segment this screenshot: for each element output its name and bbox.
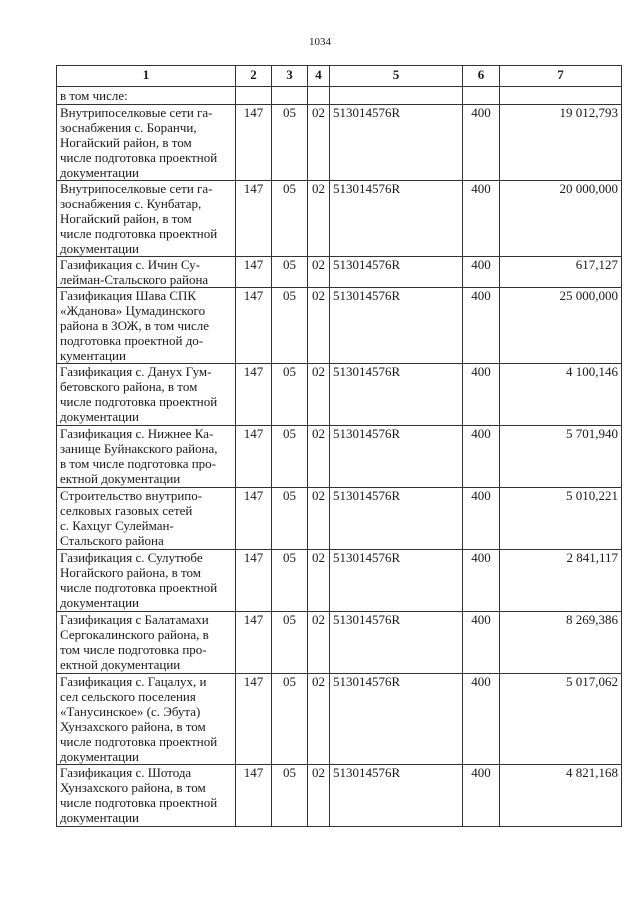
item-name-line: Газификация с. Сулутюбе — [60, 550, 203, 565]
column-header-7: 7 — [500, 66, 622, 87]
subsection-code: 02 — [308, 550, 330, 612]
amount-value: 5 010,221 — [500, 488, 622, 550]
item-name — [57, 674, 236, 765]
item-name-line: зоснабжения с. Боранчи, — [60, 120, 197, 135]
ministry-code: 147 — [236, 550, 272, 612]
item-name-line: зоснабжения с. Кунбатар, — [60, 196, 202, 211]
expense-type-code: 400 — [463, 105, 500, 181]
section-code: 05 — [272, 488, 308, 550]
item-name-line: занище Буйнакского района, — [60, 441, 218, 456]
table-row — [57, 488, 622, 550]
target-article-code: 513014576R — [330, 426, 463, 488]
item-name-line: Газификация с. Данух Гум- — [60, 364, 212, 379]
item-name-line: том числе подготовка про- — [60, 642, 207, 657]
table-header — [57, 66, 622, 87]
column-header-3: 3 — [272, 66, 308, 87]
column-header-1: 1 — [57, 66, 236, 87]
section-code: 05 — [272, 765, 308, 827]
ministry-code: 147 — [236, 612, 272, 674]
ministry-code: 147 — [236, 674, 272, 765]
amount-value: 2 841,117 — [500, 550, 622, 612]
item-name-line: документации — [60, 409, 140, 424]
section-code: 05 — [272, 612, 308, 674]
target-article-code: 513014576R — [330, 181, 463, 257]
expense-type-code: 400 — [463, 257, 500, 288]
subsection-code: 02 — [308, 674, 330, 765]
section-code: 05 — [272, 181, 308, 257]
item-name-line: района в ЗОЖ, в том числе — [60, 318, 209, 333]
amount-value: 617,127 — [500, 257, 622, 288]
table-row — [57, 181, 622, 257]
expense-type-code: 400 — [463, 765, 500, 827]
expense-type-code: 400 — [463, 612, 500, 674]
table-row — [57, 550, 622, 612]
item-name — [57, 257, 236, 288]
expense-type-code: 400 — [463, 364, 500, 426]
item-name-line: числе подготовка проектной — [60, 394, 218, 409]
expense-type-code: 400 — [463, 288, 500, 364]
ministry-code: 147 — [236, 257, 272, 288]
amount-value: 8 269,386 — [500, 612, 622, 674]
item-name-line: Внутрипоселковые сети га- — [60, 105, 213, 120]
item-name-line: селковых газовых сетей — [60, 503, 193, 518]
item-name — [57, 426, 236, 488]
page-number: 1034 — [309, 36, 331, 48]
item-name-line: документации — [60, 749, 140, 764]
section-code: 05 — [272, 426, 308, 488]
table-row — [57, 765, 622, 827]
ministry-code: 147 — [236, 105, 272, 181]
subsection-code: 02 — [308, 105, 330, 181]
item-name-line: Ногайского района, в том — [60, 565, 201, 580]
item-name — [57, 612, 236, 674]
expense-type-code: 400 — [463, 674, 500, 765]
ministry-code: 147 — [236, 181, 272, 257]
subsection-code: 02 — [308, 765, 330, 827]
table-row — [57, 364, 622, 426]
amount-value: 25 000,000 — [500, 288, 622, 364]
section-code: 05 — [272, 674, 308, 765]
target-article-code: 513014576R — [330, 488, 463, 550]
item-name-line: Газификация с. Шотода — [60, 765, 192, 780]
item-name-line: Строительство внутрипо- — [60, 488, 203, 503]
expense-type-code: 400 — [463, 426, 500, 488]
subsection-code: 02 — [308, 612, 330, 674]
item-name-line: Сергокалинского района, в — [60, 627, 209, 642]
amount-value: 5 701,940 — [500, 426, 622, 488]
item-name — [57, 550, 236, 612]
subsection-code: 02 — [308, 257, 330, 288]
ministry-code: 147 — [236, 426, 272, 488]
table-row — [57, 612, 622, 674]
ministry-code: 147 — [236, 488, 272, 550]
section-code: 05 — [272, 364, 308, 426]
target-article-code: 513014576R — [330, 765, 463, 827]
amount-value: 4 100,146 — [500, 364, 622, 426]
item-name-line: Ногайский район, в том — [60, 211, 192, 226]
item-name-line: Хунзахского района, в том — [60, 719, 206, 734]
expense-type-code: 400 — [463, 550, 500, 612]
amount-value: 20 000,000 — [500, 181, 622, 257]
table-row — [57, 288, 622, 364]
item-name — [57, 288, 236, 364]
expense-type-code: 400 — [463, 488, 500, 550]
item-name — [57, 105, 236, 181]
item-name-line: Ногайский район, в том — [60, 135, 192, 150]
item-name — [57, 181, 236, 257]
item-name — [57, 765, 236, 827]
item-name-line: документации — [60, 241, 140, 256]
item-name-line: числе подготовка проектной — [60, 795, 218, 810]
item-name — [57, 364, 236, 426]
amount-value: 5 017,062 — [500, 674, 622, 765]
amount-value: 4 821,168 — [500, 765, 622, 827]
target-article-code: 513014576R — [330, 674, 463, 765]
amount-value: 19 012,793 — [500, 105, 622, 181]
column-header-6: 6 — [463, 66, 500, 87]
ministry-code: 147 — [236, 765, 272, 827]
item-name-line: подготовка проектной до- — [60, 333, 204, 348]
item-name-line: числе подготовка проектной — [60, 580, 218, 595]
item-name-line: с. Кахцуг Сулейман- — [60, 518, 174, 533]
section-code: 05 — [272, 105, 308, 181]
item-name-line: кументации — [60, 348, 126, 363]
subsection-code: 02 — [308, 181, 330, 257]
budget-table — [56, 65, 622, 827]
column-header-5: 5 — [330, 66, 463, 87]
subsection-code: 02 — [308, 288, 330, 364]
item-name-line: Газификация с. Нижнее Ка- — [60, 426, 214, 441]
item-name-line: Газификация с. Гацалух, и — [60, 674, 207, 689]
item-name-line: «Танусинское» (с. Эбута) — [60, 704, 201, 719]
section-code: 05 — [272, 288, 308, 364]
item-name-line: бетовского района, в том — [60, 379, 198, 394]
item-name-line: лейман-Стальского района — [60, 272, 209, 287]
target-article-code: 513014576R — [330, 364, 463, 426]
table-row — [57, 426, 622, 488]
item-name-line: в том числе подготовка про- — [60, 456, 217, 471]
item-name — [57, 488, 236, 550]
table-row — [57, 257, 622, 288]
subsection-code: 02 — [308, 488, 330, 550]
item-name-line: «Жданова» Цумадинского — [60, 303, 206, 318]
subsection-code: 02 — [308, 426, 330, 488]
target-article-code: 513014576R — [330, 550, 463, 612]
item-name-line: Хунзахского района, в том — [60, 780, 206, 795]
column-header-2: 2 — [236, 66, 272, 87]
item-name-line: Внутрипоселковые сети га- — [60, 181, 213, 196]
section-code: 05 — [272, 550, 308, 612]
intro-row — [57, 87, 622, 105]
table-row — [57, 105, 622, 181]
ministry-code: 147 — [236, 364, 272, 426]
item-name-line: Газификация с. Ичин Су- — [60, 257, 201, 272]
target-article-code: 513014576R — [330, 288, 463, 364]
section-code: 05 — [272, 257, 308, 288]
item-name-line: ектной документации — [60, 657, 181, 672]
item-name-line: числе подготовка проектной — [60, 734, 218, 749]
item-name-line: документации — [60, 595, 140, 610]
item-name-line: документации — [60, 165, 140, 180]
ministry-code: 147 — [236, 288, 272, 364]
column-header-4: 4 — [308, 66, 330, 87]
item-name-line: числе подготовка проектной — [60, 226, 218, 241]
item-name-line: документации — [60, 810, 140, 825]
target-article-code: 513014576R — [330, 257, 463, 288]
intro-label: в том числе: — [57, 87, 236, 105]
item-name-line: ектной документации — [60, 471, 181, 486]
target-article-code: 513014576R — [330, 105, 463, 181]
item-name-line: Газификация Шава СПК — [60, 288, 197, 303]
item-name-line: Газификация с Балатамахи — [60, 612, 209, 627]
expense-type-code: 400 — [463, 181, 500, 257]
item-name-line: числе подготовка проектной — [60, 150, 218, 165]
item-name-line: сел сельского поселения — [60, 689, 196, 704]
subsection-code: 02 — [308, 364, 330, 426]
table-row — [57, 674, 622, 765]
item-name-line: Стальского района — [60, 533, 164, 548]
target-article-code: 513014576R — [330, 612, 463, 674]
